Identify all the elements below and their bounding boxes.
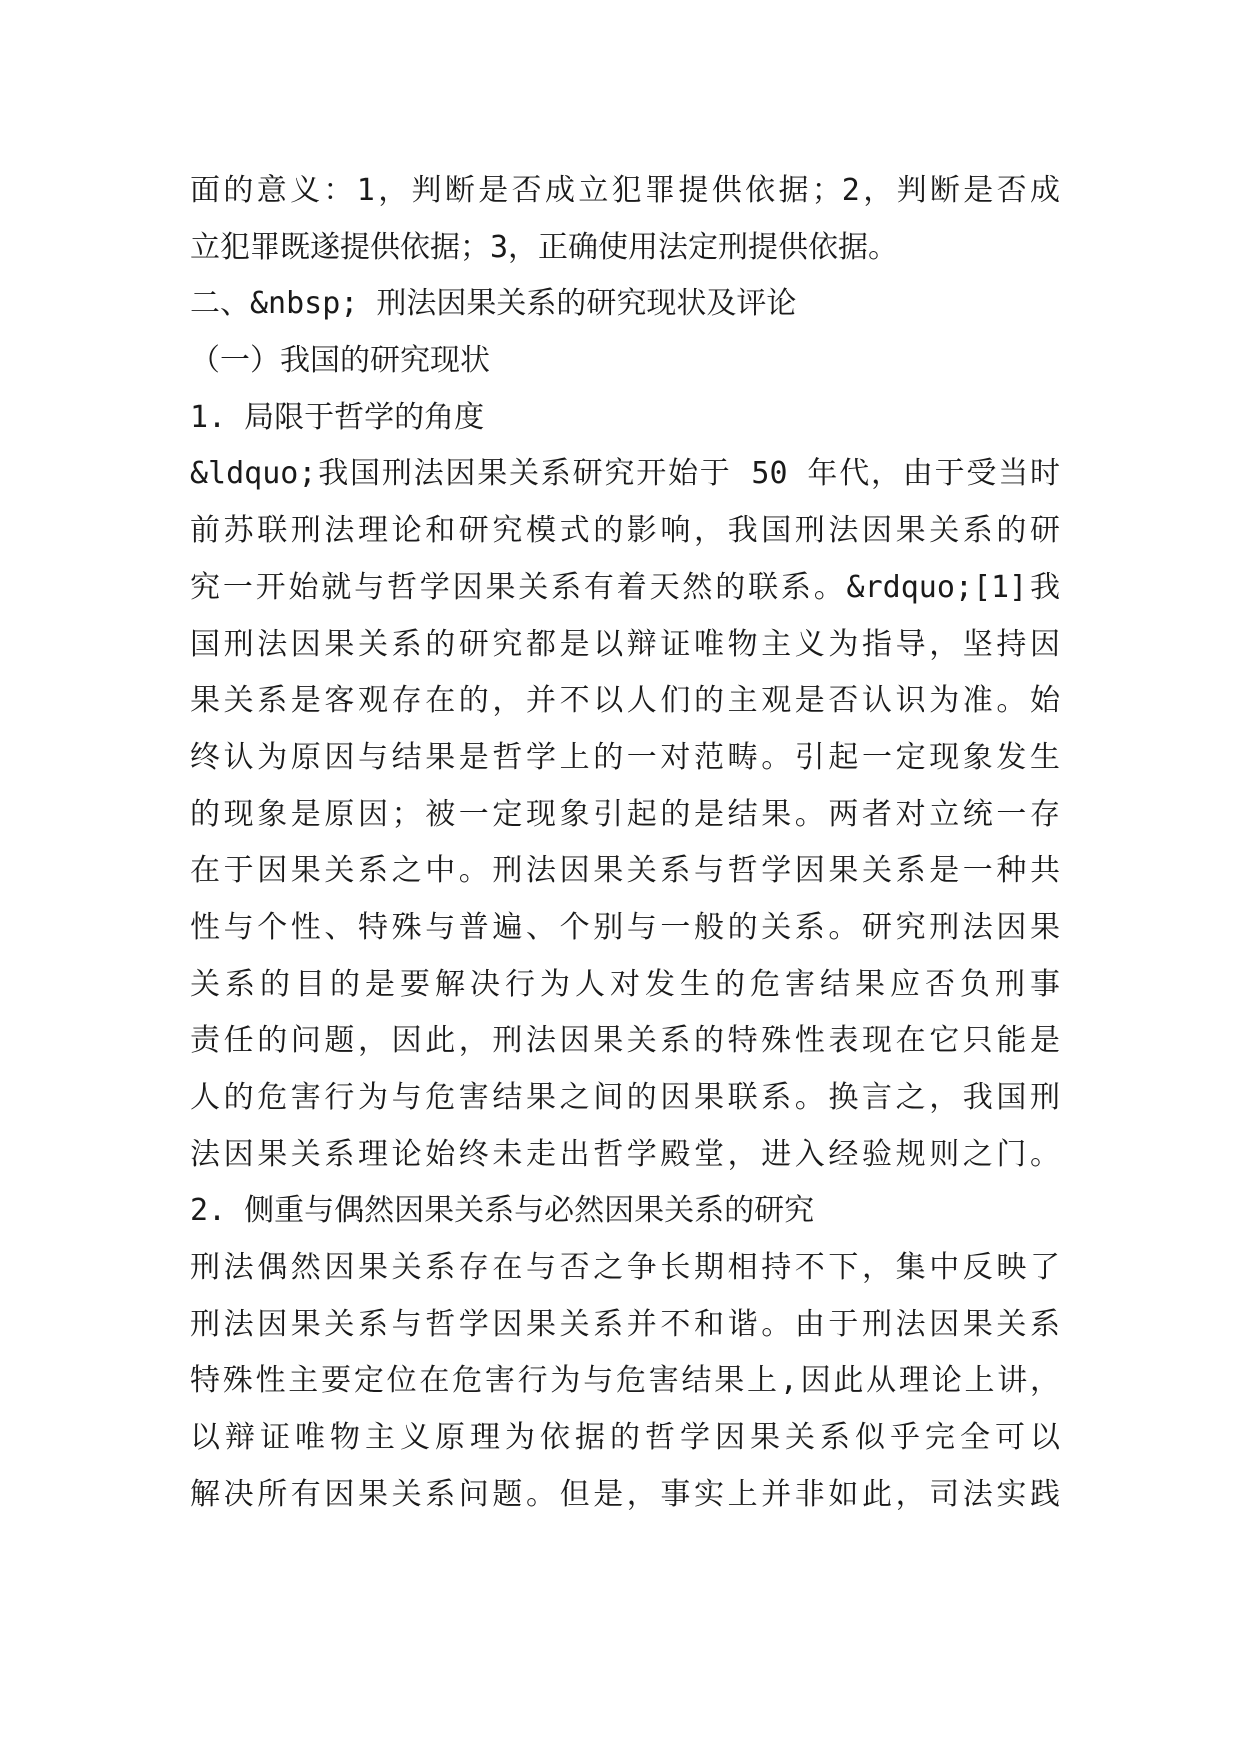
text-line: 特殊性主要定位在危害行为与危害结果上,因此从理论上讲，	[190, 1363, 1060, 1399]
subsection-heading: （一）我国的研究现状	[190, 343, 490, 379]
text-line: 解决所有因果关系问题。但是，事实上并非如此，司法实践	[190, 1476, 1060, 1512]
text-line: 关系的目的是要解决行为人对发生的危害结果应否负刑事	[190, 966, 1060, 1002]
text-line: 终认为原因与结果是哲学上的一对范畴。引起一定现象发生	[190, 739, 1060, 775]
text-line: 立犯罪既遂提供依据；3，正确使用法定刑提供依据。	[190, 229, 899, 265]
subsubsection-heading: 1. 局限于哲学的角度	[190, 399, 485, 435]
text-line: 究一开始就与哲学因果关系有着天然的联系。&rdquo;[1]我	[190, 569, 1060, 605]
subsubsection-heading: 2. 侧重与偶然因果关系与必然因果关系的研究	[190, 1193, 815, 1229]
text-line: 责任的问题，因此，刑法因果关系的特殊性表现在它只能是	[190, 1023, 1060, 1059]
text-line: 前苏联刑法理论和研究模式的影响，我国刑法因果关系的研	[190, 513, 1060, 549]
text-line: 国刑法因果关系的研究都是以辩证唯物主义为指导，坚持因	[190, 626, 1060, 662]
text-line: 面的意义：1，判断是否成立犯罪提供依据；2，判断是否成	[190, 173, 1060, 208]
text-line: 人的危害行为与危害结果之间的因果联系。换言之，我国刑	[190, 1080, 1060, 1115]
text-line: 刑法因果关系与哲学因果关系并不和谐。由于刑法因果关系	[190, 1306, 1060, 1342]
text-line: 以辩证唯物主义原理为依据的哲学因果关系似乎完全可以	[190, 1420, 1060, 1456]
document-body	[190, 163, 1060, 1524]
section-heading: 二、&nbsp; 刑法因果关系的研究现状及评论	[190, 286, 797, 322]
text-line: 果关系是客观存在的，并不以人们的主观是否认识为准。始	[190, 683, 1060, 719]
text-line: 法因果关系理论始终未走出哲学殿堂，进入经验规则之门。	[190, 1136, 1060, 1172]
text-line: &ldquo;我国刑法因果关系研究开始于 50 年代，由于受当时	[190, 456, 1060, 492]
text-line: 的现象是原因；被一定现象引起的是结果。两者对立统一存	[190, 796, 1060, 832]
text-line: 在于因果关系之中。刑法因果关系与哲学因果关系是一种共	[190, 853, 1060, 889]
text-line: 性与个性、特殊与普遍、个别与一般的关系。研究刑法因果	[190, 909, 1060, 945]
text-line: 刑法偶然因果关系存在与否之争长期相持不下，集中反映了	[190, 1250, 1060, 1286]
